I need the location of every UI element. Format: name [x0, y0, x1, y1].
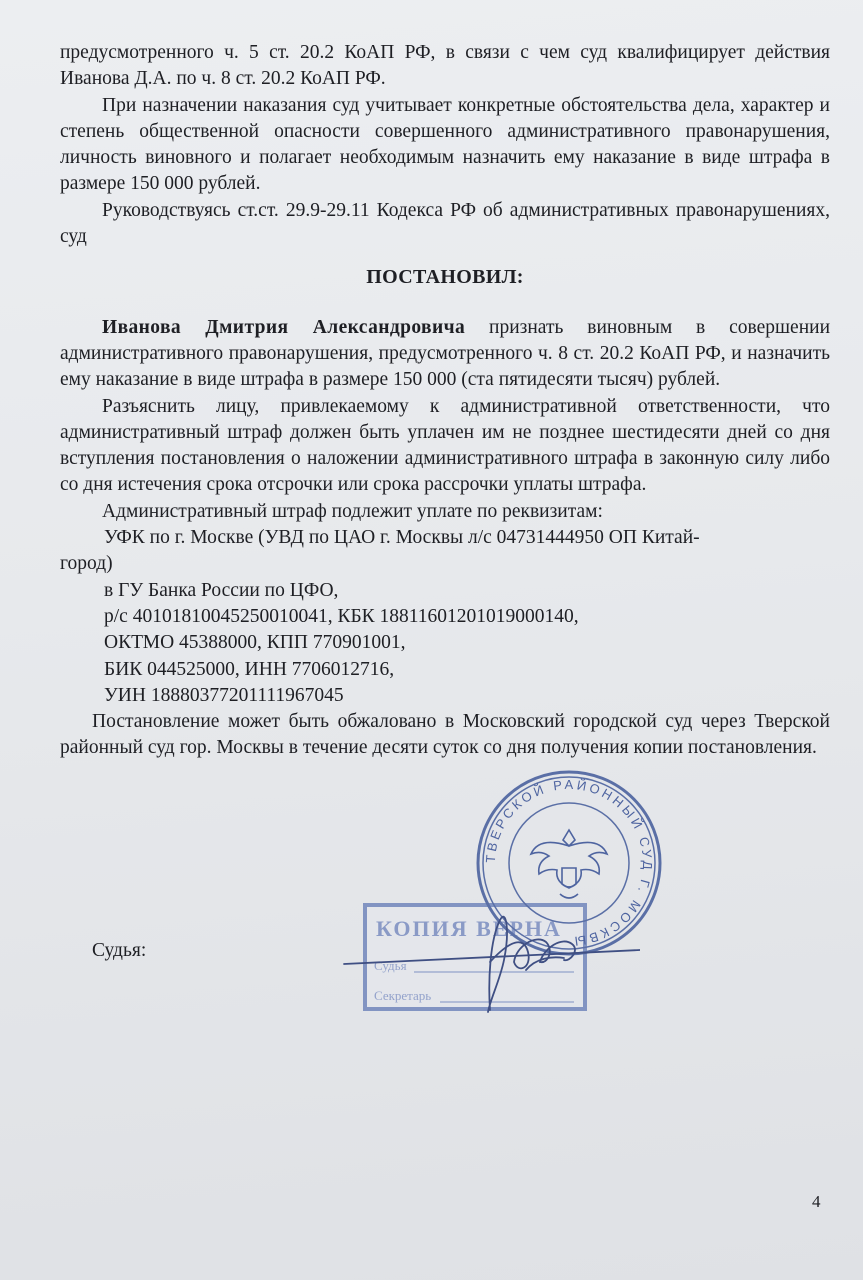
eagle-emblem-icon: [531, 830, 607, 898]
paragraph-guided-by: Руководствуясь ст.ст. 29.9-29.11 Кодекса РФ об административных правонарушениях, суд: [60, 199, 830, 248]
requisite-uin: УИН 18880377201111967045: [104, 684, 344, 706]
stamp-title: КОПИЯ ВЕРНА: [376, 916, 562, 941]
paragraph-decision: [60, 315, 830, 394]
decision-text: признать виновным в совершении административного правонарушения, предусмотренного ч. 8 ст. 20.2 КоАП РФ, и назначить ему наказание в виде штрафа в размере 150 000 (ста пятидесяти тысяч) рублей.: [60, 316, 831, 391]
paragraph-appeal: Постановление может быть обжаловано в Московский городской суд через Тверской районный суд гор. Москвы в течение десяти суток со дня получения копии постановления.: [60, 711, 830, 759]
document-body: [60, 40, 830, 762]
stamp-judge-label: Судья: [374, 958, 407, 973]
paragraph-punishment: При назначении наказания суд учитывает конкретные обстоятельства дела, характер и степень общественной опасности совершенного административного правонарушения, личность виновного и полагает необходимым назначить ему наказание в виде штрафа в размере 150 000 рублей.: [60, 94, 830, 195]
page-number: 4: [812, 1192, 821, 1211]
stamp-secretary-label: Секретарь: [374, 988, 432, 1003]
judge-signature: [340, 900, 640, 1020]
requisites-intro: Административный штраф подлежит уплате по реквизитам:: [102, 500, 603, 522]
paragraph-qualification: предусмотренного ч. 5 ст. 20.2 КоАП РФ, в связи с чем суд квалифицирует действия Иванова Д.А. по ч. 8 ст. 20.2 КоАП РФ.: [60, 42, 830, 90]
requisite-oktmo: ОКТМО 45388000, КПП 770901001,: [104, 632, 406, 654]
seal-text: ТВЕРСКОЙ РАЙОННЫЙ СУД Г. МОСКВЫ: [482, 776, 656, 950]
requisite-recipient: УФК по г. Москве (УВД по ЦАО г. Москвы л/с 04731444950 ОП Китай-: [104, 527, 700, 549]
requisite-bank: в ГУ Банка России по ЦФО,: [104, 579, 339, 601]
defendant-name: Иванова Дмитрия Александровича: [102, 316, 466, 338]
requisite-account: р/с 40101810045250010041, КБК 18811601201019000140,: [104, 605, 579, 627]
requisite-bik: БИК 044525000, ИНН 7706012716,: [104, 658, 395, 680]
requisite-recipient-cont: город): [60, 553, 113, 575]
decision-heading: ПОСТАНОВИЛ:: [366, 266, 524, 289]
paragraph-explanation: Разъяснить лицу, привлекаемому к административной ответственности, что административный штраф должен быть уплачен им не позднее шестидесяти дней со дня вступления постановления о наложении административного штрафа в законную силу либо со дня истечения срока отсрочки или срока рассрочки уплаты штрафа.: [60, 395, 830, 496]
judge-label: Судья:: [92, 940, 147, 961]
